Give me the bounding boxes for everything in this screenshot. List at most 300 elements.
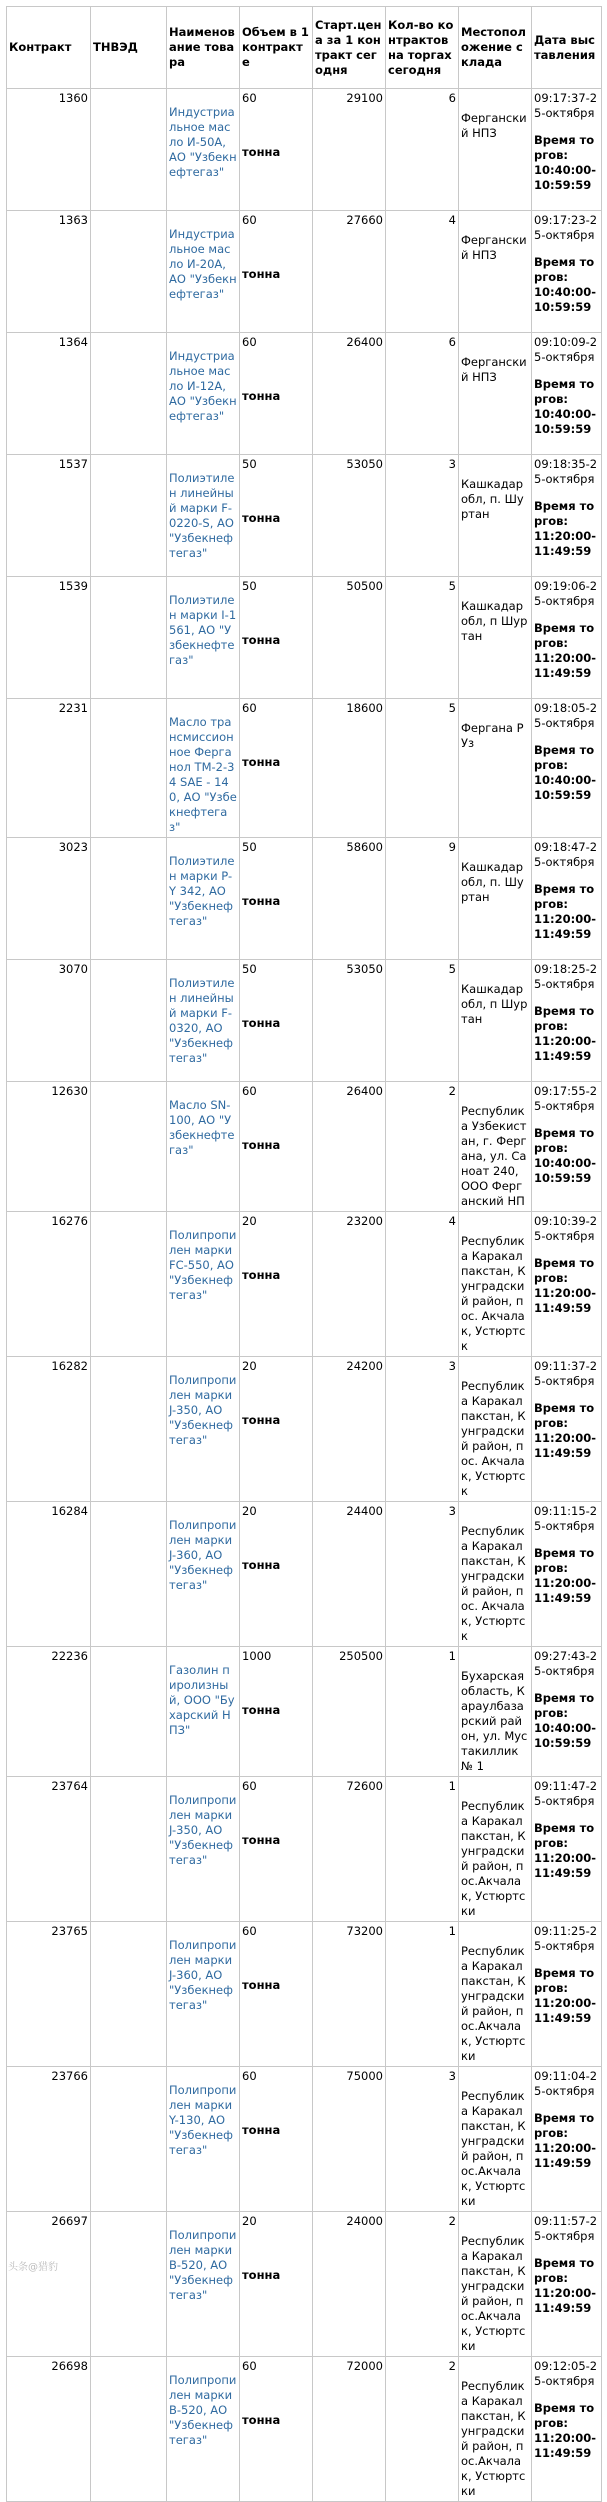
date-cell — [532, 1357, 602, 1502]
tnved-cell — [91, 838, 167, 960]
count-cell: 1 — [386, 1922, 459, 2067]
count-cell: 1 — [386, 1647, 459, 1777]
trading-time-label: Время торгов: — [534, 743, 595, 772]
volume-unit: тонна — [242, 1833, 281, 1847]
volume-unit: тонна — [242, 267, 281, 281]
trading-time: 11:20:00-11:49:59 — [534, 912, 596, 941]
price-cell: 72000 — [313, 2357, 386, 2502]
location-text: Кашкадар обл, п. Шуртан — [461, 860, 524, 904]
trading-time: 11:20:00-11:49:59 — [534, 1431, 596, 1460]
volume-unit: тонна — [242, 894, 281, 908]
volume-value: 60 — [242, 213, 257, 227]
count-cell: 5 — [386, 699, 459, 838]
trading-time: 11:20:00-11:49:59 — [534, 1851, 596, 1880]
volume-unit: тонна — [242, 389, 281, 403]
price-cell: 73200 — [313, 1922, 386, 2067]
trading-time: 11:20:00-11:49:59 — [534, 1996, 596, 2025]
count-cell: 6 — [386, 89, 459, 211]
price-cell: 24200 — [313, 1357, 386, 1502]
trading-time-label: Время торгов: — [534, 1966, 595, 1995]
volume-value: 1000 — [242, 1649, 272, 1663]
location-cell — [459, 1777, 532, 1922]
tnved-cell — [91, 577, 167, 699]
table-row — [7, 2067, 602, 2212]
table-row — [7, 1357, 602, 1502]
location-text: Ферганский НПЗ — [461, 233, 527, 262]
name-cell — [167, 699, 240, 838]
volume-unit: тонна — [242, 1413, 281, 1427]
price-cell: 26400 — [313, 333, 386, 455]
volume-cell — [240, 2212, 313, 2357]
volume-unit: тонна — [242, 1268, 281, 1282]
tnved-cell — [91, 1922, 167, 2067]
price-cell: 250500 — [313, 1647, 386, 1777]
tnved-cell — [91, 2212, 167, 2357]
location-text: Республика Каракалпакстан, Кунградский район, пос.Акчалак, Устюртски — [461, 2379, 526, 2498]
name-cell — [167, 1357, 240, 1502]
volume-cell — [240, 455, 313, 577]
tnved-cell — [91, 960, 167, 1082]
volume-cell — [240, 2067, 313, 2212]
trading-time-label: Время торгов: — [534, 255, 595, 284]
table-row — [7, 211, 602, 333]
volume-value: 50 — [242, 840, 257, 854]
count-cell: 2 — [386, 2357, 459, 2502]
volume-value: 60 — [242, 2359, 257, 2373]
date-cell — [532, 960, 602, 1082]
location-text: Фергана РУз — [461, 721, 524, 750]
location-text: Республика Каракалпакстан, Кунградский район, пос. Акчалак, Устюртск — [461, 1379, 526, 1498]
posted-date: 09:12:05-25-октября — [534, 2359, 598, 2388]
price-cell: 75000 — [313, 2067, 386, 2212]
name-cell — [167, 455, 240, 577]
count-cell: 6 — [386, 333, 459, 455]
date-cell — [532, 1212, 602, 1357]
volume-cell — [240, 333, 313, 455]
location-text: Кашкадар обл, п Шуртан — [461, 599, 528, 643]
header-count[interactable]: Кол-во контрактов на торгах сегодня — [386, 7, 459, 89]
volume-value: 50 — [242, 579, 257, 593]
trading-time: 11:20:00-11:49:59 — [534, 1286, 596, 1315]
name-cell — [167, 2357, 240, 2502]
volume-cell — [240, 577, 313, 699]
posted-date: 09:11:04-25-октября — [534, 2069, 598, 2098]
location-cell — [459, 211, 532, 333]
count-cell: 3 — [386, 1502, 459, 1647]
trading-time: 10:40:00-10:59:59 — [534, 1156, 596, 1185]
location-cell — [459, 1212, 532, 1357]
price-cell: 24000 — [313, 2212, 386, 2357]
posted-date: 09:19:06-25-октября — [534, 579, 598, 608]
volume-unit: тонна — [242, 633, 281, 647]
header-tnved[interactable]: ТНВЭД — [91, 7, 167, 89]
count-cell: 5 — [386, 960, 459, 1082]
location-text: Бухарская область, Караулбазарский район, ул. Мустакиллик № 1 — [461, 1669, 528, 1773]
location-text: Республика Каракалпакстан, Кунградский район, пос. Акчалак, Устюртск — [461, 1524, 526, 1643]
product-link[interactable]: Полипропилен марки B-520, АО "Узбекнефтегаз" — [169, 2373, 237, 2447]
volume-cell — [240, 1777, 313, 1922]
watermark: 头条@猎豹 — [8, 2262, 58, 2273]
posted-date: 09:18:05-25-октября — [534, 701, 598, 730]
location-cell — [459, 699, 532, 838]
contract-cell: 3023 — [7, 838, 91, 960]
product-link[interactable]: Полиэтилен марки I-1561, АО "Узбекнефтегаз" — [169, 593, 237, 667]
price-cell: 18600 — [313, 699, 386, 838]
posted-date: 09:17:23-25-октября — [534, 213, 598, 242]
volume-unit: тонна — [242, 2268, 281, 2282]
product-link[interactable]: Индустриальное масло И-20А, АО "Узбекнефтегаз" — [169, 227, 237, 301]
location-cell — [459, 1357, 532, 1502]
location-cell — [459, 2067, 532, 2212]
trading-time-label: Время торгов: — [534, 2256, 595, 2285]
table-row — [7, 455, 602, 577]
name-cell — [167, 577, 240, 699]
header-price[interactable]: Старт.цена за 1 контракт сегодня — [313, 7, 386, 89]
location-text: Ферганский НПЗ — [461, 355, 527, 384]
contract-cell: 22236 — [7, 1647, 91, 1777]
trading-time-label: Время торгов: — [534, 1004, 595, 1033]
date-cell — [532, 1647, 602, 1777]
volume-value: 60 — [242, 1924, 257, 1938]
volume-value: 50 — [242, 457, 257, 471]
location-text: Республика Каракалпакстан, Кунградский район, пос.Акчалак, Устюртски — [461, 1944, 526, 2063]
product-link[interactable]: Полипропилен марки FC-550, АО "Узбекнефтегаз" — [169, 1228, 237, 1302]
contract-cell: 1539 — [7, 577, 91, 699]
contract-cell: 23766 — [7, 2067, 91, 2212]
count-cell: 5 — [386, 577, 459, 699]
count-cell: 2 — [386, 1082, 459, 1212]
product-link[interactable]: Масло SN-100, АО "Узбекнефтегаз" — [169, 1098, 235, 1157]
contract-cell: 2231 — [7, 699, 91, 838]
trading-time-label: Время торгов: — [534, 1691, 595, 1720]
location-cell — [459, 577, 532, 699]
name-cell — [167, 2212, 240, 2357]
posted-date: 09:10:39-25-октября — [534, 1214, 598, 1243]
name-cell — [167, 960, 240, 1082]
location-text: Республика Каракалпакстан, Кунградский район, пос. Акчалак, Устюртск — [461, 1234, 526, 1353]
product-link[interactable]: Полиэтилен линейный марки F-0220-S, АО "Узбекнефтегаз" — [169, 471, 235, 560]
product-link[interactable]: Полипропилен марки J-360, АО "Узбекнефтегаз" — [169, 1518, 237, 1592]
count-cell: 4 — [386, 211, 459, 333]
trading-time: 10:40:00-10:59:59 — [534, 773, 596, 802]
posted-date: 09:27:43-25-октября — [534, 1649, 598, 1678]
location-text: Кашкадар обл, п Шуртан — [461, 982, 528, 1026]
trading-time-label: Время торгов: — [534, 882, 595, 911]
volume-cell — [240, 1082, 313, 1212]
posted-date: 09:17:55-25-октября — [534, 1084, 598, 1113]
header-contract[interactable]: Контракт — [7, 7, 91, 89]
table-row — [7, 1082, 602, 1212]
contract-cell: 23765 — [7, 1922, 91, 2067]
volume-cell — [240, 838, 313, 960]
volume-value: 20 — [242, 2214, 257, 2228]
contract-cell: 1364 — [7, 333, 91, 455]
location-cell — [459, 2357, 532, 2502]
volume-cell — [240, 1922, 313, 2067]
location-cell — [459, 838, 532, 960]
trading-time: 11:20:00-11:49:59 — [534, 2141, 596, 2170]
contract-cell: 16276 — [7, 1212, 91, 1357]
tnved-cell — [91, 1502, 167, 1647]
count-cell: 1 — [386, 1777, 459, 1922]
trading-time: 10:40:00-10:59:59 — [534, 407, 596, 436]
location-text: Кашкадар обл, п. Шуртан — [461, 477, 524, 521]
volume-unit: тонна — [242, 2413, 281, 2427]
name-cell — [167, 1212, 240, 1357]
location-cell — [459, 455, 532, 577]
tnved-cell — [91, 333, 167, 455]
location-cell — [459, 1647, 532, 1777]
count-cell: 2 — [386, 2212, 459, 2357]
table-row — [7, 333, 602, 455]
table-row — [7, 577, 602, 699]
product-link[interactable]: Полипропилен марки J-350, АО "Узбекнефтегаз" — [169, 1793, 237, 1867]
header-location[interactable]: Местоположение склада — [459, 7, 532, 89]
tnved-cell — [91, 455, 167, 577]
contract-cell: 3070 — [7, 960, 91, 1082]
volume-cell — [240, 211, 313, 333]
volume-value: 60 — [242, 335, 257, 349]
posted-date: 09:18:35-25-октября — [534, 457, 598, 486]
header-name[interactable]: Наименование товара — [167, 7, 240, 89]
location-text: Ферганский НПЗ — [461, 111, 527, 140]
trading-time-label: Время торгов: — [534, 1126, 595, 1155]
table-row — [7, 2212, 602, 2357]
contract-cell: 1363 — [7, 211, 91, 333]
contract-cell: 1537 — [7, 455, 91, 577]
volume-value: 20 — [242, 1359, 257, 1373]
posted-date: 09:11:15-25-октября — [534, 1504, 598, 1533]
trading-time: 11:20:00-11:49:59 — [534, 529, 596, 558]
contract-cell: 26697 — [7, 2212, 91, 2357]
name-cell — [167, 2067, 240, 2212]
header-row — [7, 7, 602, 89]
volume-value: 60 — [242, 701, 257, 715]
tnved-cell — [91, 1777, 167, 1922]
name-cell — [167, 838, 240, 960]
name-cell — [167, 333, 240, 455]
price-cell: 27660 — [313, 211, 386, 333]
name-cell — [167, 89, 240, 211]
location-cell — [459, 2212, 532, 2357]
posted-date: 09:10:09-25-октября — [534, 335, 598, 364]
volume-cell — [240, 1357, 313, 1502]
table-row — [7, 1922, 602, 2067]
location-text: Республика Каракалпакстан, Кунградский район, пос.Акчалак, Устюртски — [461, 2089, 526, 2208]
date-cell — [532, 2357, 602, 2502]
date-cell — [532, 89, 602, 211]
price-cell: 23200 — [313, 1212, 386, 1357]
volume-unit: тонна — [242, 1138, 281, 1152]
tnved-cell — [91, 2357, 167, 2502]
posted-date: 09:11:57-25-октября — [534, 2214, 598, 2243]
volume-value: 60 — [242, 91, 257, 105]
location-text: Республика Каракалпакстан, Кунградский район, пос.Акчалак, Устюртски — [461, 1799, 526, 1918]
volume-unit: тонна — [242, 511, 281, 525]
product-link[interactable]: Полипропилен марки J-350, АО "Узбекнефтегаз" — [169, 1373, 237, 1447]
product-link[interactable]: Полиэтилен линейный марки F-0320, АО "Узбекнефтегаз" — [169, 976, 235, 1065]
date-cell — [532, 1082, 602, 1212]
tnved-cell — [91, 211, 167, 333]
volume-unit: тонна — [242, 145, 281, 159]
trading-time: 11:20:00-11:49:59 — [534, 1034, 596, 1063]
table-row — [7, 960, 602, 1082]
date-cell — [532, 1922, 602, 2067]
location-cell — [459, 89, 532, 211]
trading-time-label: Время торгов: — [534, 1256, 595, 1285]
volume-cell — [240, 1647, 313, 1777]
trading-time-label: Время торгов: — [534, 1546, 595, 1575]
trading-time: 10:40:00-10:59:59 — [534, 163, 596, 192]
location-cell — [459, 333, 532, 455]
product-link[interactable]: Полипропилен марки Y-130, АО "Узбекнефтегаз" — [169, 2083, 237, 2157]
trading-time-label: Время торгов: — [534, 377, 595, 406]
contract-cell: 12630 — [7, 1082, 91, 1212]
date-cell — [532, 699, 602, 838]
contract-cell: 26698 — [7, 2357, 91, 2502]
contract-cell: 23764 — [7, 1777, 91, 1922]
tnved-cell — [91, 1357, 167, 1502]
price-cell: 53050 — [313, 455, 386, 577]
trading-time-label: Время торгов: — [534, 621, 595, 650]
table-row — [7, 1502, 602, 1647]
location-cell — [459, 960, 532, 1082]
volume-unit: тонна — [242, 1978, 281, 1992]
volume-value: 60 — [242, 1084, 257, 1098]
date-cell — [532, 838, 602, 960]
trading-time-label: Время торгов: — [534, 133, 595, 162]
tnved-cell — [91, 1212, 167, 1357]
price-cell: 58600 — [313, 838, 386, 960]
posted-date: 09:11:37-25-октября — [534, 1359, 598, 1388]
contract-cell: 1360 — [7, 89, 91, 211]
trading-time: 11:20:00-11:49:59 — [534, 651, 596, 680]
volume-unit: тонна — [242, 1016, 281, 1030]
volume-value: 20 — [242, 1214, 257, 1228]
volume-unit: тонна — [242, 2123, 281, 2137]
trading-time-label: Время торгов: — [534, 2401, 595, 2430]
header-date[interactable]: Дата выставления — [532, 7, 602, 89]
volume-cell — [240, 699, 313, 838]
volume-unit: тонна — [242, 755, 281, 769]
trading-time: 11:20:00-11:49:59 — [534, 2431, 596, 2460]
price-cell: 50500 — [313, 577, 386, 699]
trading-time: 10:40:00-10:59:59 — [534, 1721, 596, 1750]
contract-cell: 16282 — [7, 1357, 91, 1502]
location-cell — [459, 1922, 532, 2067]
trading-time: 11:20:00-11:49:59 — [534, 2286, 596, 2315]
posted-date: 09:18:47-25-октября — [534, 840, 598, 869]
price-cell: 29100 — [313, 89, 386, 211]
date-cell — [532, 211, 602, 333]
name-cell — [167, 1082, 240, 1212]
product-link[interactable]: Масло трансмиссионное Ферганол ТМ-2-34 SAE - 140, АО "Узбекнефтегаз" — [169, 715, 237, 834]
tnved-cell — [91, 1082, 167, 1212]
volume-unit: тонна — [242, 1703, 281, 1717]
posted-date: 09:18:25-25-октября — [534, 962, 598, 991]
volume-unit: тонна — [242, 1558, 281, 1572]
date-cell — [532, 2067, 602, 2212]
name-cell — [167, 211, 240, 333]
date-cell — [532, 455, 602, 577]
table-row — [7, 1212, 602, 1357]
product-link[interactable]: Индустриальное масло И-50А, АО "Узбекнефтегаз" — [169, 105, 237, 179]
date-cell — [532, 1777, 602, 1922]
price-cell: 53050 — [313, 960, 386, 1082]
contract-cell: 16284 — [7, 1502, 91, 1647]
price-cell: 72600 — [313, 1777, 386, 1922]
date-cell — [532, 577, 602, 699]
tnved-cell — [91, 89, 167, 211]
date-cell — [532, 1502, 602, 1647]
volume-cell — [240, 960, 313, 1082]
trading-time-label: Время торгов: — [534, 2111, 595, 2140]
volume-cell — [240, 2357, 313, 2502]
tnved-cell — [91, 699, 167, 838]
volume-value: 50 — [242, 962, 257, 976]
count-cell: 3 — [386, 1357, 459, 1502]
volume-cell — [240, 89, 313, 211]
date-cell — [532, 2212, 602, 2357]
table-body — [7, 89, 602, 2502]
table-row — [7, 1777, 602, 1922]
tnved-cell — [91, 2067, 167, 2212]
date-cell — [532, 333, 602, 455]
count-cell: 9 — [386, 838, 459, 960]
trading-time-label: Время торгов: — [534, 499, 595, 528]
trading-time-label: Время торгов: — [534, 1401, 595, 1430]
count-cell: 4 — [386, 1212, 459, 1357]
location-text: Республика Каракалпакстан, Кунградский район, пос.Акчалак, Устюртски — [461, 2234, 526, 2353]
count-cell: 3 — [386, 2067, 459, 2212]
product-link[interactable]: Газолин пиролизный, ООО "Бухарский НПЗ" — [169, 1663, 235, 1737]
posted-date: 09:11:25-25-октября — [534, 1924, 598, 1953]
location-cell — [459, 1502, 532, 1647]
trading-time-label: Время торгов: — [534, 1821, 595, 1850]
name-cell — [167, 1922, 240, 2067]
table-row — [7, 89, 602, 211]
header-volume[interactable]: Объем в 1 контракте — [240, 7, 313, 89]
table-row — [7, 699, 602, 838]
location-text: Республика Узбекистан, г. Фергана, ул. Саноат 240, ООО Ферганский НП — [461, 1104, 527, 1208]
location-cell — [459, 1082, 532, 1212]
volume-value: 60 — [242, 1779, 257, 1793]
product-link[interactable]: Полипропилен марки B-520, АО "Узбекнефтегаз" — [169, 2228, 237, 2302]
count-cell: 3 — [386, 455, 459, 577]
posted-date: 09:11:47-25-октября — [534, 1779, 598, 1808]
name-cell — [167, 1647, 240, 1777]
product-link[interactable]: Полиэтилен марки P-Y 342, АО "Узбекнефтегаз" — [169, 854, 235, 928]
trading-time: 10:40:00-10:59:59 — [534, 285, 596, 314]
price-cell: 24400 — [313, 1502, 386, 1647]
product-link[interactable]: Полипропилен марки J-360, АО "Узбекнефтегаз" — [169, 1938, 237, 2012]
volume-cell — [240, 1212, 313, 1357]
trading-time: 11:20:00-11:49:59 — [534, 1576, 596, 1605]
table-row — [7, 2357, 602, 2502]
contracts-table — [6, 6, 602, 2502]
tnved-cell — [91, 1647, 167, 1777]
volume-value: 60 — [242, 2069, 257, 2083]
name-cell — [167, 1502, 240, 1647]
product-link[interactable]: Индустриальное масло И-12А, АО "Узбекнефтегаз" — [169, 349, 237, 423]
name-cell — [167, 1777, 240, 1922]
volume-cell — [240, 1502, 313, 1647]
posted-date: 09:17:37-25-октября — [534, 91, 598, 120]
table-row — [7, 838, 602, 960]
price-cell: 26400 — [313, 1082, 386, 1212]
volume-value: 20 — [242, 1504, 257, 1518]
table-row — [7, 1647, 602, 1777]
